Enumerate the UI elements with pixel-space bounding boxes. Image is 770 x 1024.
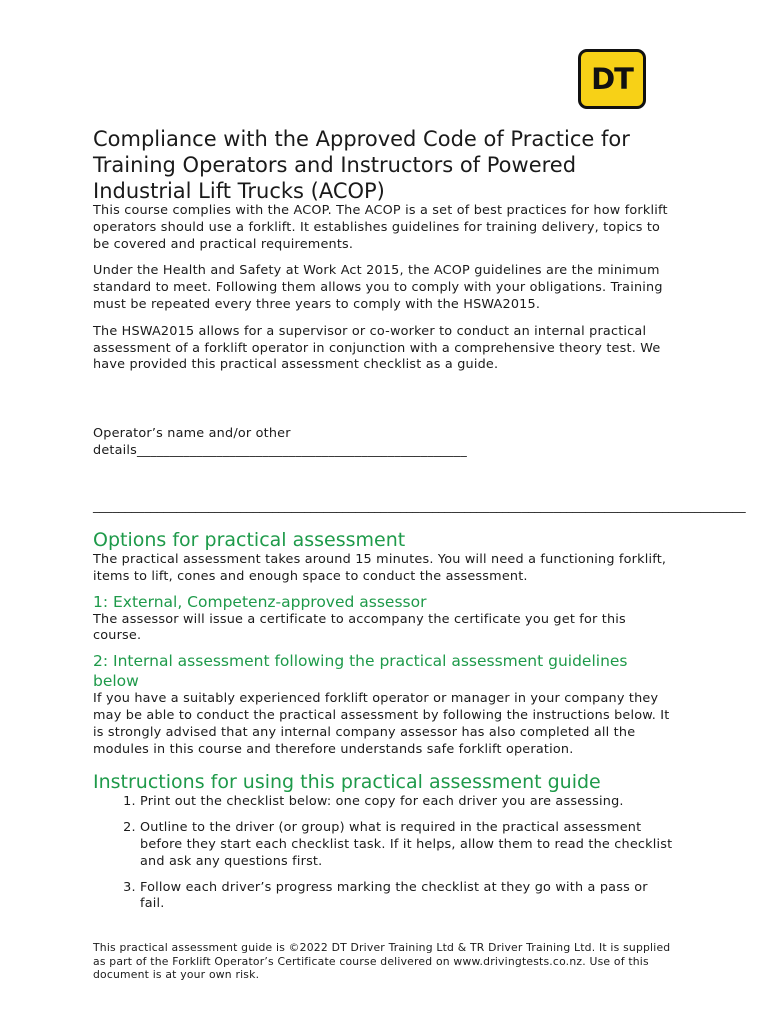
option-1-text: The assessor will issue a certificate to accompany the certificate you get for this course. xyxy=(93,611,626,644)
operator-name-label: Operator’s name and/or other xyxy=(93,426,291,441)
instructions-heading: Instructions for using this practical assessment guide xyxy=(93,771,601,794)
operator-details-line: details__________________________________________________ xyxy=(93,442,467,458)
list-item: 2. Outline to the driver (or group) what is required in the practical assessment before they start each checklist task. If it helps, allow them to read the checklist and ask any questions first. xyxy=(140,820,673,870)
intro-section xyxy=(93,203,673,384)
page-title: Compliance with the Approved Code of Practice for Training Operators and Instructors of Powered Industrial Lift Trucks (ACOP) xyxy=(93,127,630,203)
options-intro: The practical assessment takes around 15 minutes. You will need a functioning forklift, items to lift, cones and enough space to conduct the assessment. xyxy=(93,552,667,584)
option-1-heading: 1: External, Competenz-approved assessor xyxy=(93,592,427,611)
footer-copyright: This practical assessment guide is ©2022 DT Driver Training Ltd & TR Driver Training Ltd. It is supplied as part of the Forklift Operator’s Certificate course delivered on www.drivingtests.co.nz. Use of this document is at your own risk. xyxy=(93,941,671,982)
options-section xyxy=(93,528,673,922)
list-item: 3. Follow each driver’s progress marking the checklist at they go with a pass or fail. xyxy=(140,880,673,914)
intro-paragraph-hswa: Under the Health and Safety at Work Act 2015, the ACOP guidelines are the minimum standard to meet. Following them allows you to comply with your obligations. Training must be repeated every three years to comply with the HSWA2015. xyxy=(93,263,663,312)
dt-logo xyxy=(578,49,646,109)
intro-paragraph-internal: The HSWA2015 allows for a supervisor or co-worker to conduct an internal practical assessment of a forklift operator in conjunction with a comprehensive theory test. We have provided this practical assessment checklist as a guide. xyxy=(93,323,661,373)
instructions-list xyxy=(93,794,673,913)
logo-text: DT xyxy=(591,62,633,96)
options-heading: Options for practical assessment xyxy=(93,529,406,551)
intro-paragraph-acop: This course complies with the ACOP. The ACOP is a set of best practices for how forklift operators should use a forklift. It establishes guidelines for training delivery, topics to be covered and practical requirements. xyxy=(93,203,668,252)
divider-line: ______________________________________________________________________________________________________ xyxy=(93,499,746,514)
option-2-text: If you have a suitably experienced forklift operator or manager in your company they may be able to conduct the practical assessment by following the instructions below. It is strongly advised that any internal company assessor has also completed all the modules in this course and therefore understands safe forklift operation. xyxy=(93,691,670,757)
operator-details-section xyxy=(93,426,673,460)
list-item: 1. Print out the checklist below: one copy for each driver you are assessing. xyxy=(140,794,673,811)
option-2-heading: 2: Internal assessment following the practical assessment guidelines below xyxy=(93,652,628,691)
